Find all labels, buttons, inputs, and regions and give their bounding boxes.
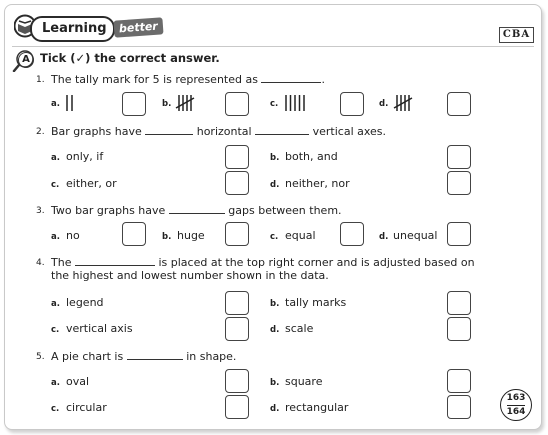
answer-blank <box>255 124 309 135</box>
question-text-before: A pie chart is <box>51 350 124 363</box>
question-text <box>51 72 325 86</box>
tally-crossed-icon <box>393 94 413 112</box>
logo-word: Learning <box>30 16 115 42</box>
question-text-before: Bar graphs have <box>51 125 142 138</box>
option-text: both, and <box>285 150 338 163</box>
answer-checkbox-2c[interactable] <box>225 171 249 195</box>
answer-blank <box>75 255 155 266</box>
question-number: 2. <box>36 127 45 137</box>
question-text-after: in shape. <box>186 350 237 363</box>
logo-tag: better <box>113 17 163 37</box>
option-letter: c. <box>270 232 279 242</box>
option-letter: d. <box>270 180 280 190</box>
answer-checkbox-2b[interactable] <box>447 145 471 169</box>
option-letter: a. <box>51 378 60 388</box>
option-text: equal <box>285 229 316 242</box>
option-text: only, if <box>66 150 104 163</box>
answer-checkbox-2d[interactable] <box>447 171 471 195</box>
answer-checkbox-4c[interactable] <box>225 317 249 341</box>
option-text: tally marks <box>285 296 347 309</box>
answer-checkbox-2a[interactable] <box>225 145 249 169</box>
answer-blank <box>169 203 225 214</box>
option-letter: d. <box>270 325 280 335</box>
option-text: either, or <box>66 177 117 190</box>
question-text <box>51 255 475 269</box>
answer-checkbox-5a[interactable] <box>225 369 249 393</box>
option-letter: b. <box>270 378 280 388</box>
question-text-after: gaps between them. <box>228 204 342 217</box>
question-text-after: is placed at the top right corner and is adjusted based on <box>158 256 475 269</box>
answer-checkbox-3c[interactable] <box>340 222 364 246</box>
header-divider <box>12 46 534 47</box>
option-text: vertical axis <box>66 322 133 335</box>
question-text-middle: horizontal <box>196 125 252 138</box>
answer-checkbox-5b[interactable] <box>447 369 471 393</box>
option-letter: d. <box>270 404 280 414</box>
answer-checkbox-4d[interactable] <box>447 317 471 341</box>
option-letter: c. <box>51 180 60 190</box>
question-text-line2: the highest and lowest number shown in the data. <box>51 269 329 282</box>
answer-checkbox-1b[interactable] <box>225 92 249 116</box>
question-text-before: The <box>51 256 72 269</box>
question-text <box>51 124 386 138</box>
tally-crossed-icon <box>175 94 195 112</box>
question-number: 3. <box>36 206 45 216</box>
page-number-top: 163 <box>506 392 526 403</box>
answer-checkbox-5d[interactable] <box>447 395 471 419</box>
option-letter: b. <box>270 153 280 163</box>
answer-checkbox-3d[interactable] <box>447 222 471 246</box>
answer-blank <box>261 72 321 83</box>
option-text: neither, nor <box>285 177 350 190</box>
question-number: 5. <box>36 352 45 362</box>
answer-checkbox-4a[interactable] <box>225 291 249 315</box>
question-number: 4. <box>36 258 45 268</box>
question-text-before: The tally mark for 5 is represented as <box>51 73 258 86</box>
option-letter: c. <box>51 404 60 414</box>
question-number: 1. <box>36 75 45 85</box>
option-text: circular <box>66 401 107 414</box>
option-text: no <box>66 229 80 242</box>
option-text: legend <box>66 296 104 309</box>
option-letter: d. <box>379 99 389 109</box>
option-letter: c. <box>270 99 279 109</box>
option-letter: a. <box>51 153 60 163</box>
option-text: scale <box>285 322 314 335</box>
answer-checkbox-1c[interactable] <box>340 92 364 116</box>
answer-checkbox-1d[interactable] <box>447 92 471 116</box>
option-text: unequal <box>393 229 438 242</box>
answer-checkbox-1a[interactable] <box>122 92 146 116</box>
option-text: square <box>285 375 323 388</box>
answer-checkbox-3a[interactable] <box>122 222 146 246</box>
question-text-after: . <box>321 73 325 86</box>
section-title: Tick (✓) the correct answer. <box>40 51 220 65</box>
answer-checkbox-5c[interactable] <box>225 395 249 419</box>
option-letter: b. <box>270 299 280 309</box>
question-text-before: Two bar graphs have <box>51 204 166 217</box>
board-badge: CBA <box>499 27 534 43</box>
question-text <box>51 203 342 217</box>
option-letter: a. <box>51 299 60 309</box>
option-letter: d. <box>379 232 389 242</box>
option-letter: a. <box>51 232 60 242</box>
question-text <box>51 349 236 363</box>
option-letter: b. <box>162 232 172 242</box>
answer-blank <box>145 124 193 135</box>
answer-checkbox-3b[interactable] <box>225 222 249 246</box>
tally-2-icon <box>63 94 77 112</box>
page-number-divider <box>507 405 525 406</box>
worksheet-page <box>4 4 542 430</box>
option-letter: c. <box>51 325 60 335</box>
answer-checkbox-4b[interactable] <box>447 291 471 315</box>
tally-5-lines-icon <box>283 94 307 112</box>
option-text: rectangular <box>285 401 349 414</box>
option-text: oval <box>66 375 90 388</box>
section-letter: A <box>18 52 34 68</box>
question-text-after: vertical axes. <box>312 125 387 138</box>
option-letter: a. <box>51 99 60 109</box>
option-letter: b. <box>162 99 172 109</box>
option-text: huge <box>177 229 205 242</box>
page-number-bottom: 164 <box>506 406 526 417</box>
answer-blank <box>127 349 183 360</box>
page-number-badge <box>500 389 532 421</box>
